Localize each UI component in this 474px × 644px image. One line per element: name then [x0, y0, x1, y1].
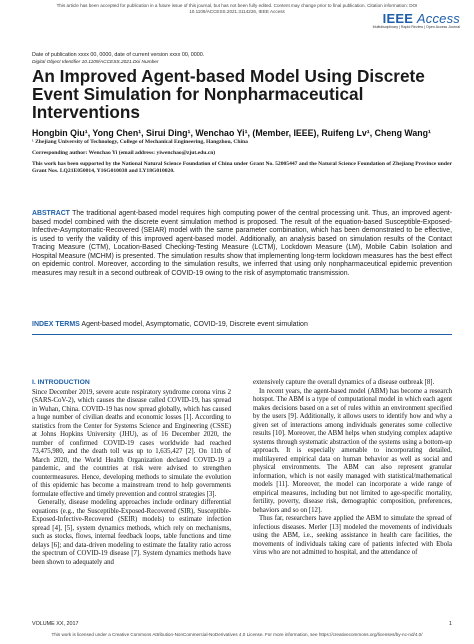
section-heading: I. INTRODUCTION: [32, 379, 90, 386]
license-notice: This work is licensed under a Creative Commons Attribution-NonCommercial-NoDerivatives 4.0 License. For more information, see https://creativecommons.org/licenses/by-nc-nd/4.0/: [51, 632, 423, 637]
paragraph: extensively capture the overall dynamics of a disease outbreak [8].: [253, 379, 435, 386]
right-column: [253, 379, 452, 558]
divider-rule: [32, 334, 452, 335]
doi-line: Digital Object Identifier 10.1109/ACCESS.2021.Doi Number: [32, 60, 159, 65]
logo-tagline: Multidisciplinary | Rapid Review | Open Access Journal: [372, 25, 460, 29]
paper-title: An Improved Agent-based Model Using Discrete Event Simulation for Nonpharmaceutical Interventions: [32, 66, 425, 122]
paragraph: Since December 2019, severe acute respiratory syndrome corona virus 2 (SARS-CoV-2), which causes the disease called COVID-19, has spread in Wuhan, China. COVID-19 has now spread globally, which has caused a huge number of civilian deaths and economic losses [1]. According to statistics from the Center for Systems Science and Engineering (CSSE) at Johns Hopkins University (JHU), as of 16 December 2020, the number of confirmed COVID-19 cases worldwide had reached 73,475,980, and the death toll was up to 1,635,427 [2]. On 11th of March 2020, the World Health Organization declared COVID-19 a pandemic, and the countries at risk were advised to strengthen countermeasures. Hence, developing methods to simulate the evolution of this epidemic has become a mainstream trend to help governments formulate effective and timely prevention and control strategies [3].: [32, 388, 231, 498]
paragraph: Generally, disease modeling approaches include ordinary differential equations (e.g., the Susceptible-Exposed-Recovered (SIR), Susceptible-Exposed-Infective-Recovered (SEIR) models) to estimate infection spread [4], [5], system dynamics methods, which rely on mechanisms, such as stocks, flows, internal feedback loops, table functions and time delays [6]; and data-driven modeling to estimate the fatality ratio across the spectrum of COVID-19 disease [7]. System dynamics methods have been shown to adequately and: [32, 499, 231, 566]
abstract-label: ABSTRACT: [32, 210, 70, 217]
author-block: [32, 128, 452, 175]
ieee-access-logo: [373, 12, 460, 30]
logo-ieee: IEEE: [382, 11, 414, 26]
index-terms-label: INDEX TERMS: [32, 321, 80, 328]
logo-access: Access: [416, 11, 460, 26]
authors: Hongbin Qiu¹, Yong Chen¹, Sirui Ding¹, Wenchao Yi¹, (Member, IEEE), Ruifeng Lv¹, Cheng Wang¹: [32, 128, 431, 138]
affiliation: ¹ Zhejiang University of Technology, College of Mechanical Engineering, Hangzhou, China: [32, 139, 248, 145]
abstract: [32, 210, 452, 278]
funding-note: This work has been supported by the National Natural Science Foundation of China under Grant No. 52005447 and the Natural Science Foundation of Zhejiang Province under Grant Nos. LQ21E050014, Y16G010038 and LY18G010020.: [32, 161, 452, 174]
abstract-text: The traditional agent-based model requires high computing power of the central processing unit. Thus, an improved agent-based model combined with the discrete event simulation method is proposed. The result of the equation-based Susceptible-Exposed-Infective-Asymptomatic-Recovered (SEIAR) model with the same parameter combination, which has been demonstrated to be effective, is used to verify the validity of this improved agent-based model. Additionally, an analysis based on simulation results of the Contact Tracing Measure (CTM), Location-Based Checking-Testing Measure (LCTM), Lockdown Measure (LM), Mobile Cabin Isolation and Hospital Measure (MCHM) is presented. The simulation results show that implementing long-term lockdown measures has the best effect on epidemic control. Moreover, according to the simulation results, we inferred that using only nonpharmaceutical epidemic prevention measures may result in a second outbreak of COVID-19 owing to the risk of asymptomatic transmission.: [32, 210, 453, 277]
volume-label: VOLUME XX, 2017: [32, 621, 79, 627]
index-terms-text: Agent-based model, Asymptomatic, COVID-19, Discrete event simulation: [81, 321, 308, 328]
publication-dates: Date of publication xxxx 00, 0000, date of current version xxxx 00, 0000.: [32, 52, 205, 58]
paragraph: Thus far, researchers have applied the ABM to simulate the spread of infectious diseases. Merler [13] modeled the movements of individuals using the ABM, i.e., seeking assistance in health care facilities, the movements of individuals taking care of patients infected with Ebola virus who are not admitted to hospital, and the attendance of: [253, 515, 452, 556]
left-column: [32, 379, 231, 567]
page-number: 1: [449, 621, 452, 627]
corresponding-author: Corresponding author: Wenchao Yi (email address: yiwenchao@zjut.edu.cn): [32, 150, 216, 156]
index-terms: [32, 321, 452, 328]
paragraph: In recent years, the agent-based model (ABM) has become a research hotspot. The ABM is a type of computational model in which each agent makes decisions based on a set of rules within an environment specified by the users [9]. Additionally, it allows users to identify how and why a given set of interactions among individuals generates some collective results [10]. Moreover, the ABM helps when studying complex adaptive systems through systematic abstraction of the systems using a bottom-up approach. It is especially amenable to incorporating detailed, multilayered empirical data on human behavior as well as social and physical environments. The ABM can also represent granular information, which is not easily managed with statistical/mathematical models [11]. Moreover, the model can incorporate a wide range of empirical measures, including but not limited to age-specific mortality, fertility, poverty, disease risk, demographic composition, preferences, behaviors and so on [12].: [253, 387, 452, 514]
notice-line-1: This article has been accepted for publication in a future issue of this journal, but has not been fully edited. Content may change prior to final publication. Citation information: DOI: [56, 3, 418, 8]
notice-line-2: 10.1109/ACCESS.2021.3114226, IEEE Access: [189, 9, 285, 14]
